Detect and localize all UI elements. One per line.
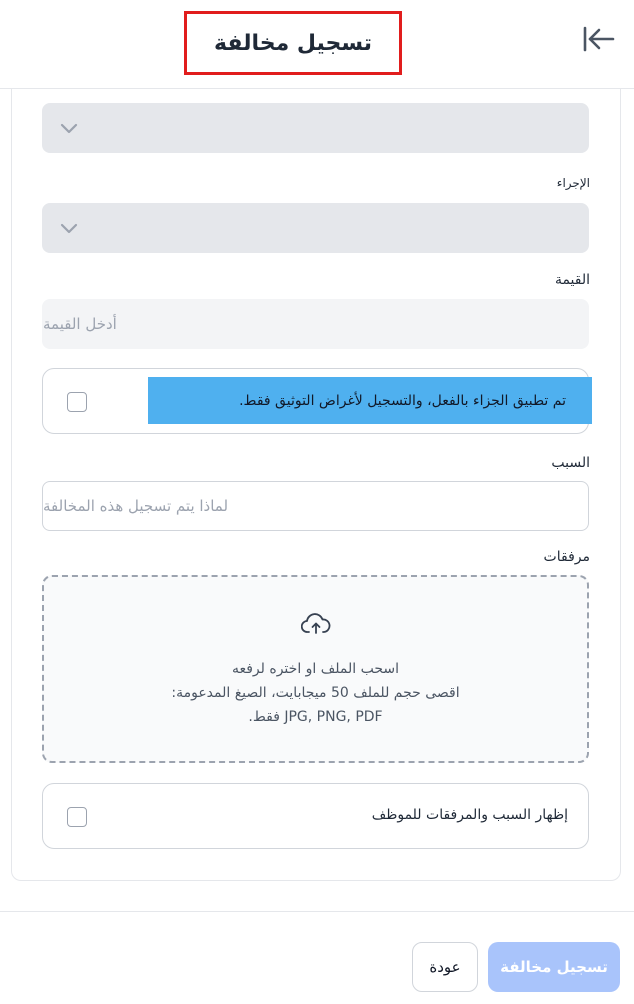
type-select[interactable]: [42, 103, 589, 153]
chevron-down-icon: [60, 121, 78, 135]
value-label: القيمة: [554, 272, 590, 288]
show-to-employee-label: إظهار السبب والمرفقات للموظف: [371, 807, 568, 823]
submit-violation-button[interactable]: تسجيل مخالفة: [488, 942, 620, 992]
arrow-left-to-line-icon[interactable]: [582, 24, 616, 54]
value-input[interactable]: [42, 299, 589, 349]
penalty-applied-text: .تم تطبيق الجزاء بالفعل، والتسجيل لأغراض التوثيق فقط: [148, 377, 592, 424]
action-select[interactable]: [42, 203, 589, 253]
value-placeholder: أدخل القيمة: [43, 315, 117, 333]
chevron-down-icon: [60, 221, 78, 235]
back-button[interactable]: عودة: [412, 942, 478, 992]
upload-instruction: اسحب الملف او اختره لرفعه: [231, 661, 399, 677]
page-title: تسجيل مخالفة: [214, 30, 372, 56]
upload-formats: JPG, PNG, PDF فقط.: [248, 709, 383, 725]
file-dropzone[interactable]: [42, 575, 589, 763]
cloud-upload-icon: [301, 613, 331, 637]
title-frame: [184, 11, 402, 75]
show-to-employee-card[interactable]: [42, 783, 589, 849]
show-to-employee-checkbox[interactable]: [67, 807, 87, 827]
reason-label: السبب: [551, 455, 590, 471]
reason-input[interactable]: [42, 481, 589, 531]
penalty-applied-checkbox[interactable]: [67, 392, 87, 412]
page-header: [0, 0, 634, 89]
attachments-label: مرفقات: [543, 549, 590, 565]
reason-placeholder: لماذا يتم تسجيل هذه المخالفة: [43, 497, 229, 515]
upload-size-limit: اقصى حجم للملف 50 ميجابايت، الصيغ المدعومة:: [171, 685, 460, 701]
action-label: الإجراء: [556, 176, 590, 190]
